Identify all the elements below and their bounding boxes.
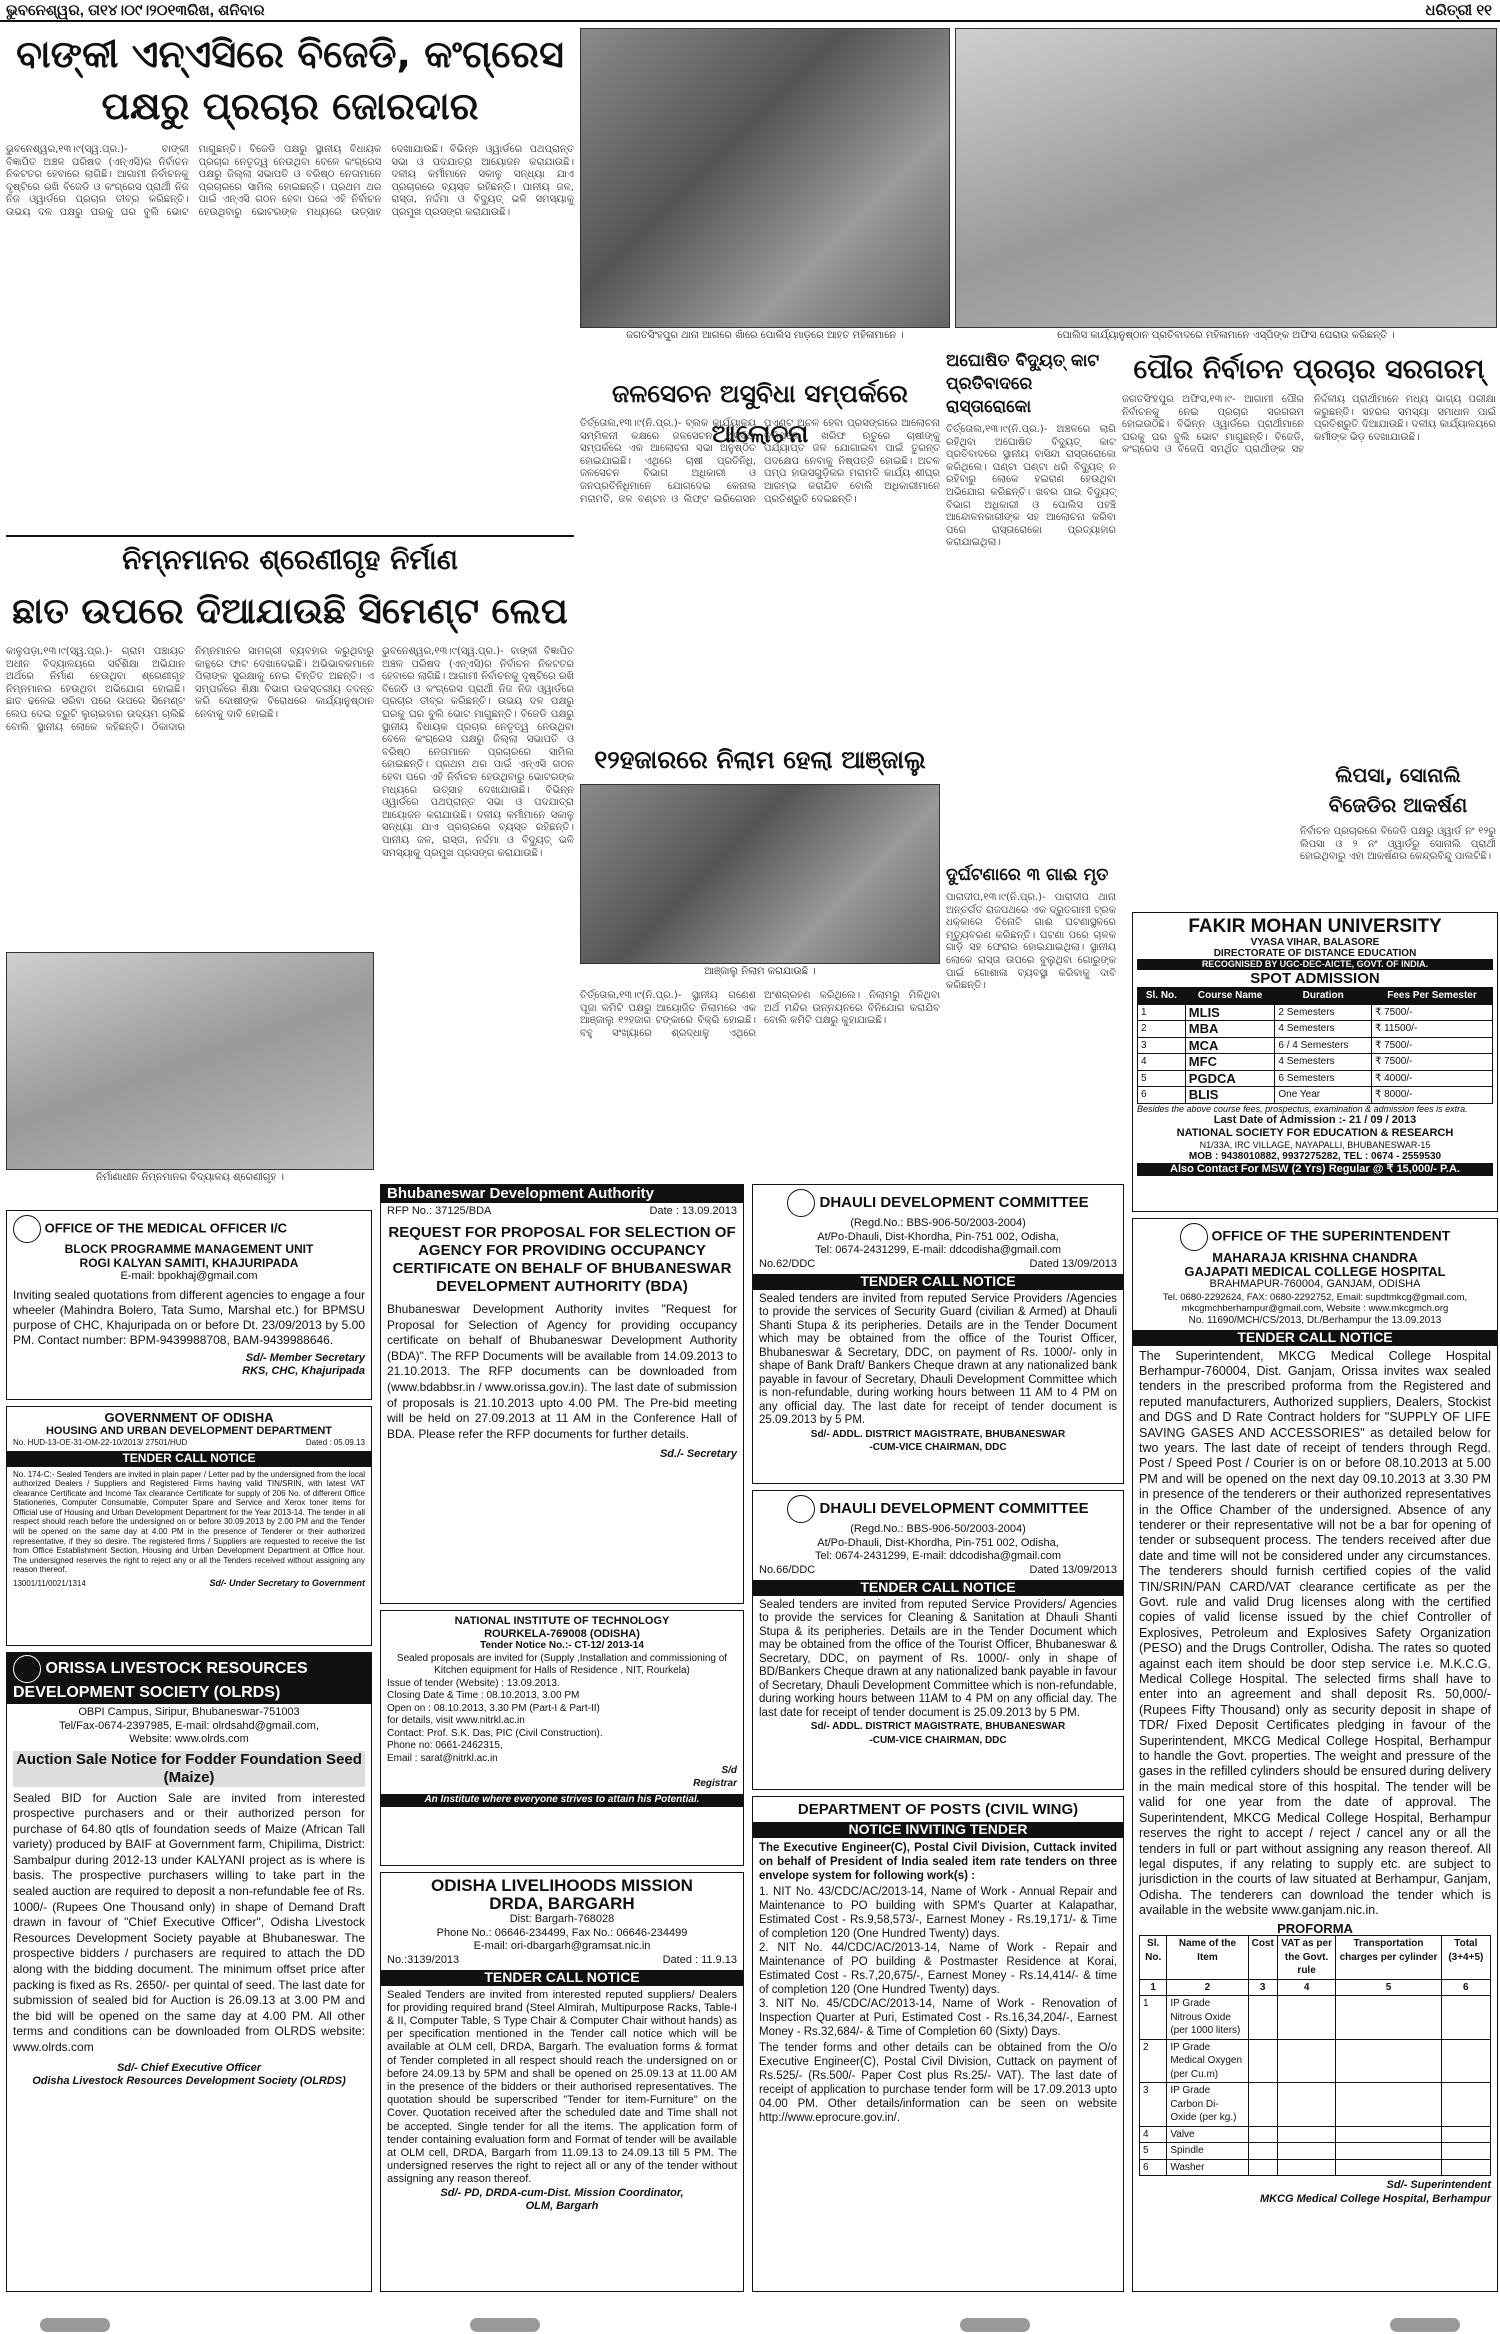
ddc2-name: DHAULI DEVELOPMENT COMMITTEE xyxy=(819,1499,1089,1517)
page-number: ଧରିତ୍ରୀ ୧୧ xyxy=(1425,2,1492,19)
classroom-story-body: କାଳୁପଡ଼ା,୧୩।୯(ସ୍ୱ.ପ୍ର.)- ଗ୍ରାମ ପଞ୍ଚାୟତ ଅଧୀନ ବିଦ୍ୟାଳୟରେ ସର୍ବଶିକ୍ଷା ଅଭିଯାନ ଅର୍ଥରେ ନିର୍ମାଣ ହେଉଥିବା ଶ୍ରେଣୀଗୃହ ନିମ୍ନମାନର ହେଉଥିବା ଅଭିଯୋଗ ହୋଇଛି। ଛାତ ଢଳେଇ ସରିବା ପରେ ଉପରେ ସିମେଣ୍ଟ ଲେପ ଦେଇ ତ୍ରୁଟି ଲୁଚାଇବାର ଉଦ୍ୟମ ଚାଲିଛି ବୋଲି ସ୍ଥାନୀୟ ଲୋକେ କହିଛନ୍ତି। ଠିକାଦାର ନିମ୍ନମାନର ସାମଗ୍ରୀ ବ୍ୟବହାର କରୁଥିବାରୁ କାନ୍ଥରେ ଫାଟ ଦେଖାଦେଇଛି। ଅଭିଭାବକମାନେ ପିଲାଙ୍କ ସୁରକ୍ଷାକୁ ନେଇ ଚିନ୍ତିତ ଅଛନ୍ତି। ଏ ସମ୍ପର୍କରେ ଶିକ୍ଷା ବିଭାଗ ଉଚ୍ଚସ୍ତରୀୟ ତଦନ୍ତ କରି ଦୋଷୀଙ୍କ ବିରୋଧରେ କାର୍ଯ୍ୟାନୁଷ୍ଠାନ ନେବାକୁ ଦାବି ହୋଇଛି। xyxy=(6,646,374,733)
ddc-logo-icon xyxy=(787,1189,815,1217)
ddc1-bar: TENDER CALL NOTICE xyxy=(753,1274,1123,1290)
fmu-last-date: Last Date of Admission :- 21 / 09 / 2013 xyxy=(1213,1113,1417,1126)
hud-ref: No. HUD-13-OE-31-OM-22-10/2013/ 27501/HUD xyxy=(13,1438,188,1447)
table-row: 6 BLIS One Year ₹ 8000/- xyxy=(1138,1087,1493,1104)
ddc2-body: Sealed tenders are invited from reputed Service Providers/ Agencies to provide the services for Cleaning & Sanitation at Dhauli Shanti Stupa & its peripheries. Details are in the Tender Document which may be obtained from the office of the Tourist Officer, Bhubaneswar & Secretary, DDC, on payment of Rs. 1000/- only in shape of BD/Bankers Cheque drawn at any nationalized bank payable in favour of Secretary, Dhauli Development Committee which is non-refundable, during working hours between 11AM to 4 PM on any official day. The last date for receipt of tender document is 25.09.2013 by 5 PM. xyxy=(759,1598,1117,1719)
mkcg-line3: GAJAPATI MEDICAL COLLEGE HOSPITAL xyxy=(1184,1263,1446,1279)
nit-intro: Sealed proposals are invited for (Supply ,Installation and commissioning of Kitchen equipment for Halls of Residence , NIT, Rourkela) xyxy=(396,1652,728,1676)
main-headline: ବାଙ୍କୀ ଏନ୍ଏସିରେ ବିଜେଡି, କଂଗ୍ରେସ ପକ୍ଷରୁ ପ୍ରଚାର ଜୋରଦାର xyxy=(16,32,564,128)
fakir-mohan-university-ad xyxy=(1132,912,1498,1212)
nit-details: for details, visit www.nitrkl.ac.in xyxy=(387,1715,525,1726)
ddc1-regd: (Regd.No.: BBS-906-50/2003-2004) xyxy=(850,1217,1026,1229)
olrds-line1: ORISSA LIVESTOCK RESOURCES xyxy=(45,1660,308,1678)
table-row: 4 MFC 4 Semesters ₹ 7500/- xyxy=(1138,1054,1493,1071)
table-row: 4 Valve xyxy=(1140,2126,1491,2143)
nit-closing: Closing Date & Time : 08.10.2013, 3.00 PM xyxy=(387,1690,580,1701)
lipsa-headline: ଲିପସା, ସୋନାଲି ବିଜେଡିର ଆକର୍ଷଣ xyxy=(1328,763,1468,817)
proforma-col-transport: Transportation charges per cylinder xyxy=(1336,1936,1441,1980)
ddc1-sig1: Sd/- ADDL. DISTRICT MAGISTRATE, BHUBANESWAR xyxy=(810,1428,1066,1440)
nit-open: Open on : 08.10.2013, 3.30 PM (Part-I & Part-II) xyxy=(387,1702,600,1714)
table-row: 1 MLIS 2 Semesters ₹ 7500/- xyxy=(1138,1004,1493,1021)
bda-date: Date : 13.09.2013 xyxy=(649,1204,737,1217)
accident-headline: ଦୁର୍ଘଟଣାରେ ୩ ଗାଈ ମୃତ xyxy=(946,865,1109,885)
table-row: 3 MCA 6 / 4 Semesters ₹ 7500/- xyxy=(1138,1037,1493,1054)
hud-bar: TENDER CALL NOTICE xyxy=(7,1451,371,1467)
olm-dist: Dist: Bargarh-768028 xyxy=(509,1913,615,1925)
emblem-icon xyxy=(1180,1223,1208,1251)
auction-pig-headline: ୧୨ହଜାରରେ ନିଲାମ ହେଲା ଆଞ୍ଜାଲୁ xyxy=(594,745,926,774)
classroom-kicker: ନିମ୍ନମାନର ଶ୍ରେଣୀଗୃହ ନିର୍ମାଣ xyxy=(122,543,458,576)
mkcg-mail2: mkcgmchberhampur@gmail.com, Website : www.mkcgmch.org xyxy=(1181,1302,1449,1314)
olm-line1: ODISHA LIVELIHOODS MISSION xyxy=(431,1876,693,1895)
ddc1-body: Sealed tenders are invited from reputed Service Providers /Agencies to provide the services of Security Guard (civilian & Armed) at Dhauli Shanti Stupa & its peripheries. Details are in the Tender Document which may be obtained from the office of the Tourist Officer, Bhubaneswar & Secretary, DDC, on payment of Rs. 1000/- only in shape of Bank Draft/ Bankers Cheque drawn at any nationalized bank payable in favour of Secretary, Dhauli Development Committee which is non-refundable, during working hours between 11 AM to 4 PM on any official day. The last date for receipt of tender document is 25.09.2013 by 5 PM. xyxy=(759,1292,1117,1426)
nit-issue: Issue of tender (Website) : 13.09.2013. xyxy=(387,1677,560,1689)
nit-email: Email : sarat@nitrkl.ac.in xyxy=(387,1752,498,1764)
fmu-center-address: N1/33A, IRC VILLAGE, NAYAPALLI, BHUBANESWAR-15 xyxy=(1199,1139,1431,1150)
fmu-note: Besides the above course fees, prospectus, examination & admission fees is extra. xyxy=(1137,1103,1468,1114)
fmu-msw: Also Contact For MSW (2 Yrs) Regular @ ₹ 15,000/- P.A. xyxy=(1137,1163,1493,1176)
bda-rfp: RFP No.: 37125/BDA xyxy=(387,1204,492,1217)
classroom-photo xyxy=(6,952,374,1170)
fmu-col-sl: Sl. No. xyxy=(1138,988,1186,1005)
olm-no: No.:3139/2013 xyxy=(387,1953,460,1966)
auction-photo xyxy=(580,784,940,964)
proforma-col-total: Total (3+4+5) xyxy=(1441,1936,1490,1980)
medical-officer-ad xyxy=(6,1210,372,1400)
registration-mark xyxy=(40,2318,110,2332)
mkcg-line1: OFFICE OF THE SUPERINTENDENT xyxy=(1211,1227,1451,1244)
bda-name: Bhubaneswar Development Authority xyxy=(381,1185,743,1203)
fmu-col-course: Course Name xyxy=(1185,988,1275,1005)
table-row: 6 Washer xyxy=(1140,2159,1491,2176)
mo-body: Inviting sealed quotations from different agencies to engage a four wheeler (Mahindra Bolero, Tata Sumo, Marshal etc.) for BPMSU purpose of CHC, Khajuripada on or before Dt. 23/09/2013 by 5.00 PM. Contact number: BPM-9439988708, BAM-9439988646. xyxy=(13,1287,365,1347)
nit-line1: NATIONAL INSTITUTE OF TECHNOLOGY xyxy=(454,1615,670,1627)
fmu-recognition: RECOGNISED BY UGC-DEC-AICTE, GOVT. OF INDIA. xyxy=(1137,959,1493,970)
nit-sig2: Registrar xyxy=(693,1777,737,1789)
olm-body: Sealed Tenders are invited from interested reputed suppliers/ Dealers for providing required brand (Steel Almirah, Multipurpose Racks, Table-I & II, Computer Table, S Type Chair & Computer Chair without hands) as per specification mentioned in the Tender call notice which will be available at OLM cell, DRDA, Bargarh. The evaluation forms & format of Tender completed in all respect should reach the undersigned on or before 24.09.13 by 5PM and shall be opened on 25.09.13 at 11.00 AM in the presence of the bidders or their authorised representatives. The quotation should be superscribed "Tender for item-Furniture" on the Cover. Quotation received after the scheduled date and Time shall not be accepted. Single tender for all the items. The application form of tender containing evaluation form and Format of tender will be available at OLM cell, DRDA, Bargarh from 11.09.13 to 24.09.13 till 5 PM. The undersigned reserves the right to reject all or any of the tender without assigning any reason thereof. xyxy=(387,1988,737,2186)
hud-line2: HOUSING AND URBAN DEVELOPMENT DEPARTMENT xyxy=(45,1424,332,1437)
fmu-contact: MOB : 9438010882, 9937275282, TEL : 0674 - 2559530 xyxy=(1188,1150,1442,1162)
proforma-col-cost: Cost xyxy=(1248,1936,1277,1980)
posts-bar: NOTICE INVITING TENDER xyxy=(753,1822,1123,1838)
bda-sig: Sd./- Secretary xyxy=(659,1448,737,1461)
classroom-headline: ଛାତ ଉପରେ ଦିଆଯାଉଛି ସିମେଣ୍ଟ ଲେପ xyxy=(12,591,568,632)
accident-story-body: ପାରାଦୀପ,୧୩।୯(ନି.ପ୍ର.)- ପାରାଦୀପ ଥାନା ଅନ୍ତର୍ଗତ ରାଜପଥରେ ଏକ ଦ୍ରୁତଗାମୀ ଟ୍ରକ ଧକ୍କାରେ ତିନୋଟି ଗାଈ ଘଟଣାସ୍ଥଳରେ ମୃତ୍ୟୁବରଣ କରିଛନ୍ତି। ଘଟଣା ପରେ ଚାଳକ ଗାଡ଼ି ସହ ଫେରାର ହୋଇଯାଇଥିଲା। ସ୍ଥାନୀୟ ଲୋକେ ରାସ୍ତା ଉପରେ ବୁଲୁଥିବା ଗୋରୁଙ୍କ ପାଇଁ ଗୋଶାଳା ବ୍ୟବସ୍ଥା କରିବାକୁ ଦାବି କରିଛନ୍ତି। xyxy=(946,892,1116,992)
olrds-ad xyxy=(6,1652,372,2292)
registration-mark xyxy=(470,2318,540,2332)
olm-sig2: OLM, Bargarh xyxy=(525,2200,599,2213)
fmu-col-duration: Duration xyxy=(1275,988,1372,1005)
proforma-col-sl: Sl. No. xyxy=(1140,1936,1167,1980)
ddc1-date: Dated 13/09/2013 xyxy=(1029,1257,1117,1270)
nit-sig1: S/d xyxy=(721,1765,737,1776)
mkcg-sig1: Sd/- Superintendent xyxy=(1386,2179,1491,2192)
table-row: 5 Spindle xyxy=(1140,2143,1491,2160)
hud-line1: GOVERNMENT OF ODISHA xyxy=(104,1410,274,1425)
ddc2-date: Dated 13/09/2013 xyxy=(1029,1563,1117,1576)
ddc2-no: No.66/DDC xyxy=(759,1563,816,1576)
ddc2-addr: At/Po-Dhauli, Dist-Khordha, Pin-751 002, Odisha, xyxy=(817,1536,1059,1549)
hud-body: No. 174-C:- Sealed Tenders are invited in plain paper / Letter pad by the undersigned from the local authorized Dealers / Suppliers and Registered Firms having valid TIN/SRIN, with latest VAT clearance Certificate and Income Tax clearance Certificate for supply of 206 No. of different Office Stationeries, Computer Consumable, Computer Spare and Service and Xerox toner items for Official use of Housing and Urban Development Department for the Year 2013-14. The tender in all respect should reach before the undersigned on or before 30.09.2013 by 2.00 PM and the Tender will be opened on the same day at 4.00 PM in the presence of Tenderer or their authorized representative, if they so desire. The registered firms / Suppliers are requested to receive the list from Office Establishment Section, Housing and Urban Development Department at Office hour. The undersigned reserves the right to reject any or all the Tenders received without assigning any reason thereof. xyxy=(13,1469,365,1575)
fmu-center-name: NATIONAL SOCIETY FOR EDUCATION & RESEARCH xyxy=(1176,1126,1454,1139)
ddc1-name: DHAULI DEVELOPMENT COMMITTEE xyxy=(819,1193,1089,1211)
nit-phone: Phone no: 0661-2462315, xyxy=(387,1740,503,1751)
bda-ad xyxy=(380,1184,744,1604)
classroom-caption: ନିର୍ମାଣାଧୀନ ନିମ୍ନମାନର ବିଦ୍ୟାଳୟ ଶ୍ରେଣୀଗୃହ । xyxy=(95,1172,284,1183)
olrds-line2: DEVELOPMENT SOCIETY (OLRDS) xyxy=(13,1684,281,1701)
mkcg-proforma-table: Sl. No. Name of the Item Cost VAT as per the Govt. rule Transportation charges per cylinder Total (3+4+5) 1 2 3 4 5 6 1 IP Grade Nitrous Oxide (per 1000 liters) 2 IP Grade Medical Oxygen (per Cu.m) 3 IP Grade Carbon Di-Oxide (per kg.) 4 Valve 5 Spindle 6 Washer xyxy=(1139,1935,1491,2176)
nit-line2: ROURKELA-769008 (ODISHA) xyxy=(484,1627,640,1640)
proforma-col-item: Name of the Item xyxy=(1167,1936,1248,1980)
olm-sig1: Sd/- PD, DRDA-cum-Dist. Mission Coordinator, xyxy=(440,2186,684,2199)
table-row: 2 IP Grade Medical Oxygen (per Cu.m) xyxy=(1140,2039,1491,2083)
auction-story-body: ତିର୍ତ୍ତୋଲ,୧୩।୯(ନି.ପ୍ର.)- ସ୍ଥାନୀୟ ଗଣେଶ ପୂଜା କମିଟି ପକ୍ଷରୁ ଆୟୋଜିତ ନିଲାମରେ ଏକ ଆଞ୍ଜାଲୁ ୧୨ହଜାର ଟଙ୍କାରେ ବିକ୍ରି ହୋଇଛି। ବହୁ ସଂଖ୍ୟାରେ ଶ୍ରଦ୍ଧାଳୁ ଏଥିରେ ଅଂଶଗ୍ରହଣ କରିଥିଲେ। ନିଲାମରୁ ମିଳିଥିବା ଅର୍ଥ ମନ୍ଦିର ଉନ୍ନୟନରେ ବିନିଯୋଗ କରାଯିବ ବୋଲି କମିଟି ପକ୍ଷରୁ କୁହାଯାଇଛି। xyxy=(580,990,940,1039)
registration-mark xyxy=(960,2318,1030,2332)
olrds-body: Sealed BID for Auction Sale are invited from interested prospective purchasers and or their authorized person for purchase of 64.80 qtls of foundation seeds of Maize (African Tall variety) produced by BAIF at Government farm, Chipilima, District: Sambalpur during 2012-13 under KALYANI project as is where is basis. The prospective purchasers willing to take part in the sealed auction are required to deposit a non-refundable fee of Rs. 1000/- (Rupees One Thousand only) in shape of Demand Draft drawn in favour of "Chief Executive Officer", Odisha Livestock Resources Development Society payable at Bhubaneswar. The prospective bidders / purchasers are required to attach the DD along with the bidding document. The minimum offset price after packing is fixed as Rs. 2650/- per quintal of seed. The last date for submission of sealed bid for Auction is 26.09.13 at 3.00 PM and the bid will be opened on the same day at 4.00 PM. All other terms and conditions can be downloaded from OLRDS website: www.olrds.com xyxy=(13,1790,365,2054)
classroom-story-body-cont: ଭୁବନେଶ୍ୱର,୧୩।୯(ସ୍ୱ.ପ୍ର.)- ବାଙ୍କୀ ବିଜ୍ଞାପିତ ଅଞ୍ଚଳ ପରିଷଦ (ଏନ୍ଏସି)ର ନିର୍ବାଚନ ନିକଟତର ହେବାରେ ଲାଗିଛି। ଆଗାମୀ ନିର୍ବାଚନକୁ ଦୃଷ୍ଟିରେ ରଖି ବିଜେଡି ଓ କଂଗ୍ରେସ ପ୍ରାର୍ଥୀ ନିଜ ନିଜ ଓ୍ୱାର୍ଡରେ ପ୍ରଚାର ତୀବ୍ର କରିଛନ୍ତି। ଉଭୟ ଦଳ ପକ୍ଷରୁ ଘରକୁ ଘର ବୁଲି ଭୋଟ ମାଗୁଛନ୍ତି। ବିଜେଡି ପକ୍ଷରୁ ସ୍ଥାନୀୟ ବିଧାୟକ ପ୍ରଚାର ନେତୃତ୍ୱ ନେଉଥିବା ବେଳେ କଂଗ୍ରେସ ପକ୍ଷରୁ ଜିଲ୍ଲା ସଭାପତି ଓ ବରିଷ୍ଠ ନେତାମାନେ ପ୍ରଚାରରେ ସାମିଲ ହୋଇଛନ୍ତି। ପ୍ରଥମ ଥର ପାଇଁ ଏନ୍ଏସି ଗଠନ ହେବା ପରେ ଏହି ନିର୍ବାଚନ ହେଉଥିବାରୁ ଭୋଟରଙ୍କ ମଧ୍ୟରେ ଉତ୍ସାହ ଦେଖାଯାଉଛି। ବିଭିନ୍ନ ଓ୍ୱାର୍ଡରେ ପଥପ୍ରାନ୍ତ ସଭା ଓ ପଦଯାତ୍ରା ଆୟୋଜନ କରାଯାଉଛି। ଦଳୀୟ କର୍ମୀମାନେ ସକାଳୁ ସନ୍ଧ୍ୟା ଯାଏ ପ୍ରଚାରରେ ବ୍ୟସ୍ତ ରହିଛନ୍ତି। ପାନୀୟ ଜଳ, ରାସ୍ତା, ନର୍ଦ୍ଦମା ଓ ବିଦ୍ୟୁତ୍ ଭଳି ସମସ୍ୟାକୁ ପ୍ରମୁଖ ପ୍ରସଙ୍ଗ କରାଯାଉଛି। xyxy=(382,646,574,859)
olm-phone: Phone No.: 06646-234499, Fax No.: 06646-234499 xyxy=(436,1926,688,1939)
ddc2-tel: Tel: 0674-2431299, E-mail: ddcodisha@gmail.com xyxy=(815,1550,1061,1562)
mkcg-proforma-title: PROFORMA xyxy=(1277,1920,1353,1936)
ddc1-tel: Tel: 0674-2431299, E-mail: ddcodisha@gmail.com xyxy=(815,1244,1061,1256)
mo-sig1: Sd/- Member Secretary xyxy=(245,1351,365,1364)
hud-sig: Sd/- Under Secretary to Government xyxy=(209,1578,365,1589)
fmu-name: FAKIR MOHAN UNIVERSITY xyxy=(1188,916,1442,937)
hud-code: 13001/11/0021/1314 xyxy=(13,1579,86,1589)
power-cut-headline: ଅଘୋଷିତ ବିଦ୍ୟୁତ୍ କାଟ ପ୍ରତିବାଦରେ ରାସ୍ତାରୋକୋ xyxy=(946,351,1100,417)
fmu-directorate: DIRECTORATE OF DISTANCE EDUCATION xyxy=(1213,948,1417,959)
ddc2-sig2: -CUM-VICE CHAIRMAN, DDC xyxy=(869,1734,1007,1746)
fmu-course-table xyxy=(1137,987,1493,1104)
mo-line2: BLOCK PROGRAMME MANAGEMENT UNIT xyxy=(64,1242,314,1256)
civic-election-headline: ପୌର ନିର୍ବାଚନ ପ୍ରଚାର ସରଗରମ୍ xyxy=(1133,354,1485,385)
mkcg-sig2: MKCG Medical College Hospital, Berhampur xyxy=(1259,2192,1491,2205)
auction-caption: ଆଞ୍ଜାଲୁ ନିଲାମ କରାଯାଉଛି । xyxy=(704,966,816,977)
irrigation-headline: ଜଳସେଚନ ଅସୁବିଧା ସମ୍ପର୍କରେ ଆଲୋଚନା xyxy=(612,379,908,448)
olm-email: E-mail: ori-dbargarh@gramsat.nic.in xyxy=(473,1940,651,1952)
posts-item-2: 2. NIT No. 44/CDC/AC/2013-14, Name of Work - Repair and Maintenance of PO building & Postmaster Residence at Korai, Estimated Cost - Rs.7,20,675/-, Earnest Money - Rs.14,414/- & time of completion 120 (One Hundred Twenty) days. xyxy=(759,1941,1117,1996)
ddc2-sig1: Sd/- ADDL. DISTRICT MAGISTRATE, BHUBANESWAR xyxy=(810,1721,1066,1732)
fmu-address: VYASA VIHAR, BALASORE xyxy=(1250,937,1380,948)
housing-dept-ad xyxy=(6,1406,372,1646)
ddc2-bar: TENDER CALL NOTICE xyxy=(753,1580,1123,1596)
mkcg-addr: BRAHMAPUR-760004, GANJAM, ODISHA xyxy=(1209,1278,1421,1290)
table-row: 1 IP Grade Nitrous Oxide (per 1000 liters) xyxy=(1140,1996,1491,2040)
posts-item-3: 3. NIT No. 45/CDC/AC/2013-14, Name of Work - Renovation of Inspection Quarter at Puri, Estimated Cost - Rs.16,34,204/-, Earnest Money - Rs.32,684/- & Time of Completion 60 (Sixty) Days. xyxy=(759,1997,1117,2038)
olm-line2: DRDA, BARGARH xyxy=(489,1894,635,1913)
mkcg-body: The Superintendent, MKCG Medical College Hospital Berhampur-760004, Dist. Ganjam, Orissa invites wax sealed tenders in the prescribed proforma from the Registered and reputed manufacturers, Authorized suppliers, Dealers, Stockist and DGS and D Rate Contract holders for "SUPPLY OF LIFE SAVING GASES AND ACCESSORIES" as detailed below for two years. The last date of receipt of tenders through Regd. Post / Speed Post / Courier is on or before 08.10.2013 at 5.00 PM and will be opened on the next day 09.10.2013 at 3.30 PM in presence of the tenderers or their authorized representatives in the Office Chamber of the undersigned. Absence of any tenderer or their representative will not be a bar for opening of tender or subsequent process. The tenders received after due date and time will not be considered under any circumstances. The tenderers should furnish certified copies of the valid TIN/SRIN/PAN CARD/VAT clearance certificate as per the Govt. rule and valid Drug licenses along with the certified copies of valid license issued by the chief Controller of Explosives, Petroleum and Explosives Safety Organization (PESO) and the Drugs Controller, Odisha. The rates so quoted against each item should be door step service i.e. M.K.C.G. Medical College Hospital. The selected firms shall have to enter into an agreement and shall deposit Rs. 50,000/- (Rupees Fifty Thousand) only as security deposit in shape of TDR/ Fixed Deposit Certificates pledging in favour of the Superintendent, MKCG Medical College Hospital, Berhampur to handle the Govt. properties. The weight and pressure of the gases in the refilled cylinders should be ensured during delivery in the main medical store of this hospital. The tender will be valid for one year from the date of approval. The Superintendent, MKCG Medical College Hospital, Berhampur reserves the right to accept / reject / cancel any or all the tenders in full or part without assigning any reason thereof. All legal disputes, if any relating to supply etc. are subject to jurisdiction in the courts of law situated at Berhampur, Ganjam, Odisha. The tenderers can download the tender which is available in the website www.ganjam.nic.in. xyxy=(1139,1348,1491,1918)
mo-email: E-mail: bpokhaj@gmail.com xyxy=(120,1270,258,1282)
ddc-logo-icon xyxy=(787,1495,815,1523)
dhauli-ad-2 xyxy=(752,1490,1124,1790)
posts-item-1: 1. NIT No. 43/CDC/AC/2013-14, Name of Work - Annual Repair and Maintenance to PO building with SPM's Quarter at Kalapathar, Estimated Cost - Rs.9,58,573/-, Earnest Money - Rs.19,171/- & Time of completion 120 (One Hundred Twenty) days. xyxy=(759,1885,1117,1940)
photo-caption-left: ଜଗତସିଂହପୁର ଥାନା ଆଗରେ ଖାଁରେ ପୋଲିସ ମାଡ଼ରେ ଆହତ ମହିଳାମାନେ । xyxy=(626,330,904,341)
mkcg-bar: TENDER CALL NOTICE xyxy=(1133,1330,1497,1346)
table-row: 2 MBA 4 Semesters ₹ 11500/- xyxy=(1138,1021,1493,1038)
olrds-logo-icon xyxy=(13,1655,41,1683)
nit-tagline: An Institute where everyone strives to attain his Potential. xyxy=(381,1794,743,1807)
olrds-subhead: Auction Sale Notice for Fodder Foundation Seed (Maize) xyxy=(13,1751,365,1787)
olrds-sig1: Sd/- Chief Executive Officer xyxy=(116,2061,262,2074)
divider xyxy=(6,535,574,537)
olrds-address: OBPI Campus, Siripur, Bhubaneswar-751003 xyxy=(78,1706,300,1718)
ddc1-addr: At/Po-Dhauli, Dist-Khordha, Pin-751 002, Odisha, xyxy=(817,1230,1059,1243)
bda-body: Bhubaneswar Development Authority invites "Request for Proposal for Selection of Agency for providing occupancy certificate on behalf of Bhubaneswar Development Authority (BDA)". The RFP Documents will be available from 14.09.2013 to 21.10.2013. The RFP documents can be downloaded from (www.bdabbsr.in / www.orissa.gov.in). The last date of submission of proposals is 21.10.2013 upto 4.00 PM. The Pre-bid meeting will be held on 27.09.2013 at 11 AM in the Conference Hall of BDA. Please refer the RFP documents for further details. xyxy=(387,1302,737,1441)
dept-posts-ad xyxy=(752,1796,1124,2292)
bda-title: REQUEST FOR PROPOSAL FOR SELECTION OF AGENCY FOR PROVIDING OCCUPANCY CERTIFICATE ON BEHALF OF BHUBANESWAR DEVELOPMENT AUTHORITY (BDA) xyxy=(388,1224,736,1295)
olm-bar: TENDER CALL NOTICE xyxy=(381,1970,743,1986)
table-row: 3 IP Grade Carbon Di-Oxide (per kg.) xyxy=(1140,2083,1491,2127)
ddc2-regd: (Regd.No.: BBS-906-50/2003-2004) xyxy=(850,1523,1026,1535)
olrds-web: Website: www.olrds.com xyxy=(129,1733,249,1745)
table-row: 5 PGDCA 6 Semesters ₹ 4000/- xyxy=(1138,1070,1493,1087)
protest-photo-left xyxy=(580,28,950,328)
ddc1-sig2: -CUM-VICE CHAIRMAN, DDC xyxy=(869,1442,1007,1453)
posts-line1: DEPARTMENT OF POSTS (CIVIL WING) xyxy=(797,1801,1079,1818)
nit-contact: Contact: Prof. S.K. Das, PIC (Civil Construction). xyxy=(387,1727,603,1739)
power-cut-story-body: ତିର୍ତ୍ତୋଲ,୧୩।୯(ନି.ପ୍ର.)- ଅଞ୍ଚଳରେ ଲାଗି ରହିଥିବା ଅଘୋଷିତ ବିଦ୍ୟୁତ୍ କାଟ ପ୍ରତିବାଦରେ ସ୍ଥାନୀୟ ବାସିନ୍ଦା ରାସ୍ତାରୋକୋ କରିଥିଲେ। ଘଣ୍ଟା ଘଣ୍ଟା ଧରି ବିଦ୍ୟୁତ୍ ନ ରହିବାରୁ ଲୋକେ ହଇରାଣ ହେଉଥିବା ଅଭିଯୋଗ କରିଛନ୍ତି। ଖବର ପାଇ ବିଦ୍ୟୁତ୍ ବିଭାଗ ଅଧିକାରୀ ଓ ପୋଲିସ ପହଞ୍ଚି ଆନ୍ଦୋଳନକାରୀଙ୍କ ସହ ଆଲୋଚନା କରିବା ପରେ ରାସ୍ତାରୋକୋ ପ୍ରତ୍ୟାହାର କରାଯାଇଥିଲା। xyxy=(946,424,1116,549)
olrds-tel: Tel/Fax-0674-2397985, E-mail: olrdsahd@gmail.com, xyxy=(58,1719,319,1732)
nit-rourkela-ad xyxy=(380,1610,744,1866)
posts-intro: The Executive Engineer(C), Postal Civil Division, Cuttack invited on behalf of President of India sealed item rate tenders on three envelope system for following work(s) : xyxy=(759,1841,1117,1882)
fmu-col-fees: Fees Per Semester xyxy=(1371,988,1492,1005)
mo-line1: OFFICE OF THE MEDICAL OFFICER I/C xyxy=(44,1220,288,1236)
mkcg-no: No. 11690/MCH/CS/2013, Dt./Berhampur the 13.09.2013 xyxy=(1188,1314,1442,1326)
photo-caption-right: ପୋଲିସ କାର୍ଯ୍ୟାନୁଷ୍ଠାନ ପ୍ରତିବାଦରେ ମହିଳାମାନେ ଏସ୍ପିଙ୍କ ଅଫିସ ଘେରାଉ କରିଛନ୍ତି । xyxy=(1057,330,1395,341)
lipsa-story-body: ନିର୍ବାଚନ ପ୍ରଚାରରେ ବିଜେଡି ପକ୍ଷରୁ ଓ୍ୱାର୍ଡ ନଂ ୧୨ରୁ ଲିପସା ଓ ୨ ନଂ ଓ୍ୱାର୍ଡରୁ ସୋନାଲି ପ୍ରାର୍ଥୀ ହୋଇଥିବାରୁ ଏହା ଆକର୍ଷଣର କେନ୍ଦ୍ରବିନ୍ଦୁ ପାଲଟିଛି। xyxy=(1300,826,1496,863)
hud-date: Dated : 05.09.13 xyxy=(305,1438,365,1447)
page-header xyxy=(0,0,1500,22)
olm-bargarh-ad xyxy=(380,1872,744,2292)
mkcg-line2: MAHARAJA KRISHNA CHANDRA xyxy=(1212,1250,1418,1265)
ddc1-no: No.62/DDC xyxy=(759,1257,816,1270)
posts-outro: The tender forms and other details can be obtained from the O/o Executive Engineer(C), Postal Civil Division, Cuttack on payment of Rs.525/- (Rs.500/- Paper Cost plus Rs.25/- VAT). The last date of receipt of application to purchase tender form will be 17.09.2013 upto 04.00 PM. Other details/information can be seen on website http://www.eprocure.gov.in/. xyxy=(759,2041,1117,2124)
emblem-icon xyxy=(13,1215,41,1243)
irrigation-story-body: ତିର୍ତ୍ତୋଲ,୧୩।୯(ନି.ପ୍ର.)- ବ୍ଲକ କାର୍ଯ୍ୟାଳୟ ସମ୍ମିଳନୀ କକ୍ଷରେ ଜଳସେଚନ ଅସୁବିଧା ସମ୍ପର୍କରେ ଏକ ଆଲୋଚନା ସଭା ଅନୁଷ୍ଠିତ ହୋଇଯାଇଛି। ଏଥିରେ ଚାଷୀ ପ୍ରତିନିଧି, ଜଳସେଚନ ବିଭାଗ ଅଧିକାରୀ ଓ ଜନପ୍ରତିନିଧିମାନେ ଯୋଗଦେଇ କେନାଲ ମରାମତି, ଜଳ ବଣ୍ଟନ ଓ ଲିଫ୍ଟ ଇରିଗେସନ ପଏଣ୍ଟ ଅଚଳ ହେବା ପ୍ରସଙ୍ଗରେ ଆଲୋଚନା କରିଥିଲେ। ଖରିଫ ଋତୁରେ ଚାଷୀଙ୍କୁ ପର୍ଯ୍ୟାପ୍ତ ଜଳ ଯୋଗାଇବା ପାଇଁ ତୁରନ୍ତ ପଦକ୍ଷେପ ନେବାକୁ ନିଷ୍ପତ୍ତି ହୋଇଛି। ଅଚଳ ପମ୍ପ ହାଉସଗୁଡ଼ିକର ମରାମତି କାର୍ଯ୍ୟ ଶୀଘ୍ର ଆରମ୍ଭ କରାଯିବ ବୋଲି ଅଧିକାରୀମାନେ ପ୍ରତିଶ୍ରୁତି ଦେଇଛନ୍ତି। xyxy=(580,418,940,505)
mkcg-ad xyxy=(1132,1218,1498,2292)
mo-sig2: RKS, CHC, Khajuripada xyxy=(242,1365,365,1377)
nit-notice-no: Tender Notice No.:- CT-12/ 2013-14 xyxy=(480,1640,644,1651)
protest-photo-right xyxy=(955,28,1497,328)
civic-election-body: ଜଗତସିଂହପୁର ଅଫିସ,୧୩।୯- ଆଗାମୀ ପୌର ନିର୍ବାଚନକୁ ନେଇ ପ୍ରଚାର ସରଗରମ ହୋଇଉଠିଛି। ବିଭିନ୍ନ ଓ୍ୱାର୍ଡରେ ପ୍ରାର୍ଥୀମାନେ ଘରକୁ ଘର ବୁଲି ଭୋଟ ମାଗୁଛନ୍ତି। ବିଜେଡି, କଂଗ୍ରେସ ଓ ବିଜେପି ସମର୍ଥିତ ପ୍ରାର୍ଥୀଙ୍କ ସହ ନିର୍ଦ୍ଦଳୀୟ ପ୍ରାର୍ଥୀମାନେ ମଧ୍ୟ ଭାଗ୍ୟ ପରୀକ୍ଷା କରୁଛନ୍ତି। ସହରର ସମସ୍ୟା ସମାଧାନ ପାଇଁ ପ୍ରତିଶ୍ରୁତି ଦିଆଯାଉଛି। ଦଳୀୟ କାର୍ଯ୍ୟାଳୟରେ କର୍ମୀଙ୍କ ଭିଡ଼ ଦେଖାଯାଉଛି। xyxy=(1122,394,1496,456)
registration-mark xyxy=(1390,2318,1460,2332)
dateline: ଭୁବନେଶ୍ୱର, ତା୧୪।୦୯।୨୦୧୩ରିଖ, ଶନିବାର xyxy=(6,2,265,19)
olm-date: Dated : 11.9.13 xyxy=(662,1953,737,1966)
proforma-col-vat: VAT as per the Govt. rule xyxy=(1277,1936,1336,1980)
mo-line3: ROGI KALYAN SAMITI, KHAJURIPADA xyxy=(79,1255,299,1270)
dhauli-ad-1 xyxy=(752,1184,1124,1484)
fmu-spot-admission: SPOT ADMISSION xyxy=(1250,970,1380,987)
olrds-sig2: Odisha Livestock Resources Development Society (OLRDS) xyxy=(32,2075,346,2088)
main-story-body: ଭୁବନେଶ୍ୱର,୧୩।୯(ସ୍ୱ.ପ୍ର.)- ବାଙ୍କୀ ବିଜ୍ଞାପିତ ଅଞ୍ଚଳ ପରିଷଦ (ଏନ୍ଏସି)ର ନିର୍ବାଚନ ନିକଟତର ହେବାରେ ଲାଗିଛି। ଆଗାମୀ ନିର୍ବାଚନକୁ ଦୃଷ୍ଟିରେ ରଖି ବିଜେଡି ଓ କଂଗ୍ରେସ ପ୍ରାର୍ଥୀ ନିଜ ନିଜ ଓ୍ୱାର୍ଡରେ ପ୍ରଚାର ତୀବ୍ର କରିଛନ୍ତି। ଉଭୟ ଦଳ ପକ୍ଷରୁ ଘରକୁ ଘର ବୁଲି ଭୋଟ ମାଗୁଛନ୍ତି। ବିଜେଡି ପକ୍ଷରୁ ସ୍ଥାନୀୟ ବିଧାୟକ ପ୍ରଚାର ନେତୃତ୍ୱ ନେଉଥିବା ବେଳେ କଂଗ୍ରେସ ପକ୍ଷରୁ ଜିଲ୍ଲା ସଭାପତି ଓ ବରିଷ୍ଠ ନେତାମାନେ ପ୍ରଚାରରେ ସାମିଲ ହୋଇଛନ୍ତି। ପ୍ରଥମ ଥର ପାଇଁ ଏନ୍ଏସି ଗଠନ ହେବା ପରେ ଏହି ନିର୍ବାଚନ ହେଉଥିବାରୁ ଭୋଟରଙ୍କ ମଧ୍ୟରେ ଉତ୍ସାହ ଦେଖାଯାଉଛି। ବିଭିନ୍ନ ଓ୍ୱାର୍ଡରେ ପଥପ୍ରାନ୍ତ ସଭା ଓ ପଦଯାତ୍ରା ଆୟୋଜନ କରାଯାଉଛି। ଦଳୀୟ କର୍ମୀମାନେ ସକାଳୁ ସନ୍ଧ୍ୟା ଯାଏ ପ୍ରଚାରରେ ବ୍ୟସ୍ତ ରହିଛନ୍ତି। ପାନୀୟ ଜଳ, ରାସ୍ତା, ନର୍ଦ୍ଦମା ଓ ବିଦ୍ୟୁତ୍ ଭଳି ସମସ୍ୟାକୁ ପ୍ରମୁଖ ପ୍ରସଙ୍ଗ କରାଯାଉଛି। xyxy=(6,144,574,218)
mkcg-tel: Tel. 0680-2292624, FAX: 0680-2292752, Email: supdtmkcg@gmail.com, xyxy=(1162,1291,1468,1303)
